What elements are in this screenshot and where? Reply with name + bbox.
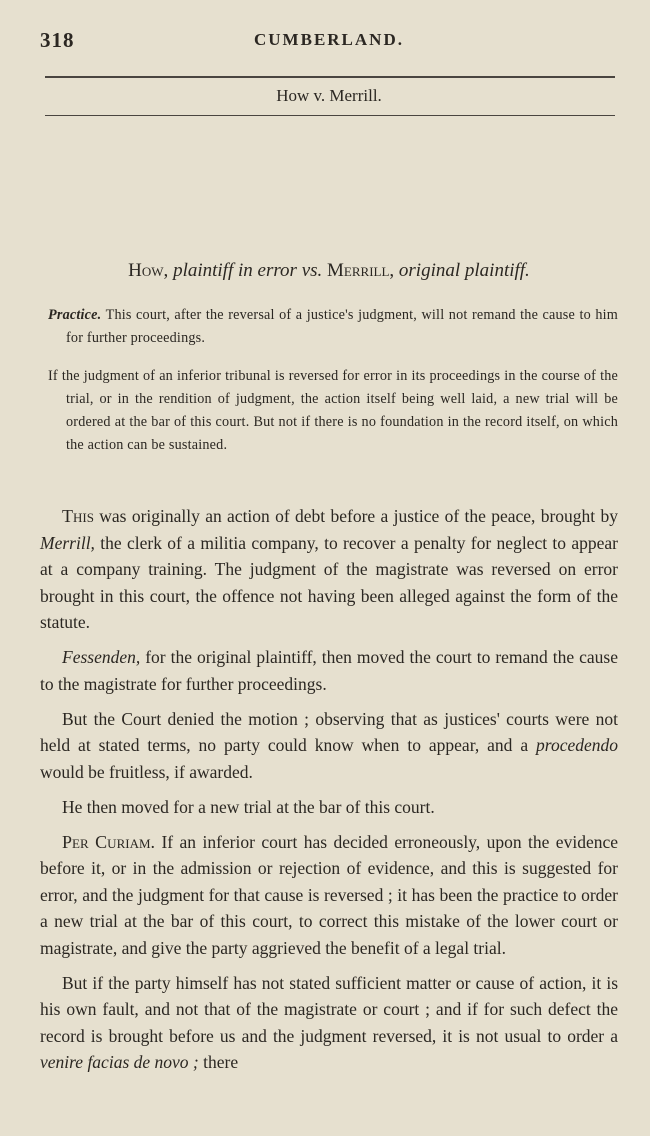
case-short-title: How v. Merrill.	[276, 86, 382, 105]
headnote-new-trial: If the judgment of an inferior tribunal is reversed for error in its proceedings in the course of the trial, or in the rendition of judgment, the action itself being well laid, a new trial will be ordered at the bar of this court. But not if there is no foundation in the record itself, on which the action can be sustained.	[48, 368, 618, 453]
party-one: How,	[128, 260, 169, 281]
paragraph-2: Fessenden, for the original plaintiff, then moved the court to remand the cause to the magistrate for further proceedings.	[40, 647, 618, 694]
running-title: CUMBERLAND.	[254, 30, 404, 49]
headnote-label: Practice.	[48, 307, 102, 323]
running-head	[40, 28, 618, 56]
paragraph-5: Per Curiam. If an inferior court has decided erroneously, upon the evidence before it, or in the admission or rejection of evidence, and this is suggested for error, and the judgment for that cause is reversed ; it has been the practice to order a new trial at the bar of this court, to correct this mistake of the lower court or magistrate, and give the party aggrieved the benefit of a legal trial.	[40, 831, 618, 958]
headnote-practice	[48, 304, 618, 350]
versus: vs.	[301, 260, 323, 281]
party-two: Merrill,	[327, 260, 395, 281]
opinion-body	[40, 503, 618, 1084]
headnote-text: This court, after the reversal of a justice's judgment, will not remand the cause to him for further proceedings.	[66, 307, 618, 346]
page-number: 318	[40, 28, 75, 52]
case-title	[40, 260, 618, 282]
header-rule-bottom	[45, 115, 615, 116]
paragraph-6: But if the party himself has not stated sufficient matter or cause of action, it is his own fault, and not that of the magistrate or court ; and if for such defect the record is brought before us and the judgment reversed, it is not usual to order a venire facias de novo ; there	[40, 972, 618, 1072]
party-one-role: plaintiff in error	[173, 260, 297, 281]
paragraph-4: He then moved for a new trial at the bar of this court.	[62, 796, 435, 817]
header-rule-top	[45, 76, 615, 78]
paragraph-3: But the Court denied the motion ; observing that as justices' courts were not held at stated terms, no party could know when to appear, and a procedendo would be fruitless, if awarded.	[40, 708, 618, 782]
party-two-role: original plaintiff.	[398, 260, 530, 281]
paragraph-1: This was originally an action of debt before a justice of the peace, brought by Merrill, the clerk of a militia company, to recover a penalty for neglect to appear at a company training. The judgment of the magistrate was reversed on error brought in this court, the offence not having been alleged against the form of the statute.	[40, 506, 618, 632]
